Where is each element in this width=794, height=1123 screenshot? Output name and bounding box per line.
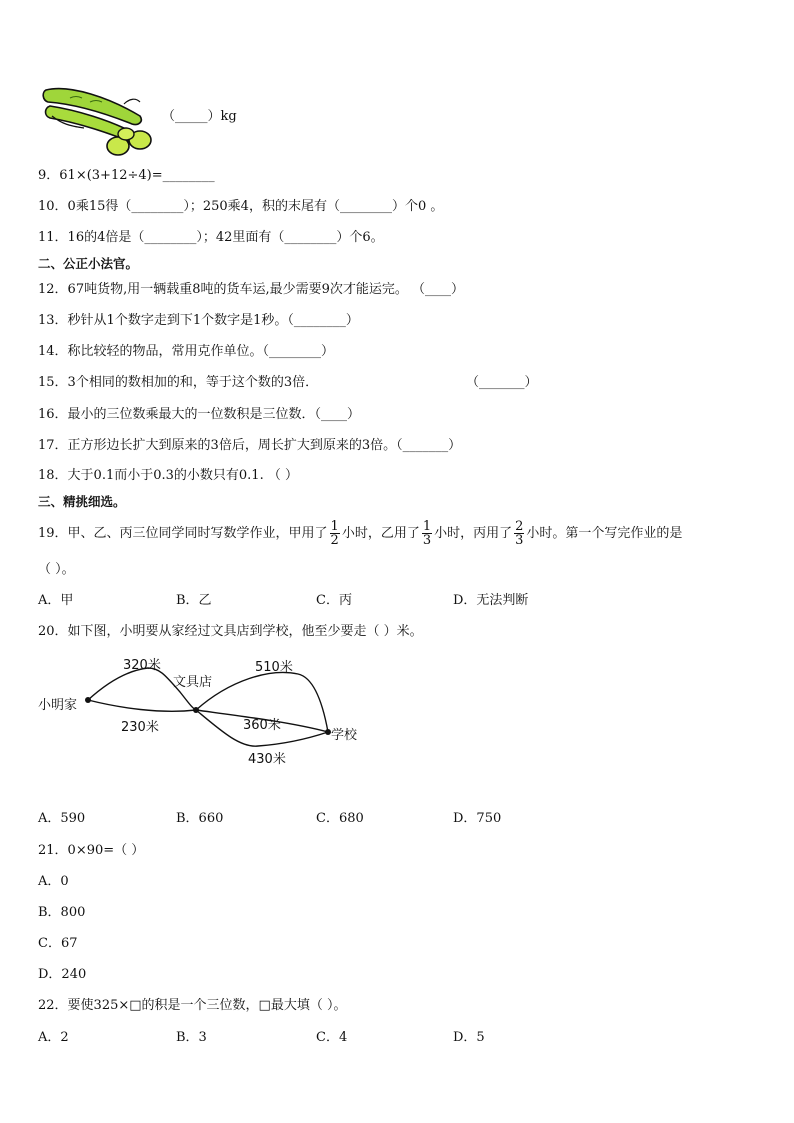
question-21: 21．0×90=（ ） [38,843,145,858]
question-13: 13．秒针从1个数字走到下1个数字是1秒。（________） [38,313,359,328]
fraction-denominator: 3 [422,533,432,548]
distance-510: 510米 [255,660,293,675]
distance-230: 230米 [121,720,159,735]
q21-option-d[interactable]: D．240 [38,967,87,982]
question-14: 14．称比较轻的物品，常用克作单位。（________） [38,344,335,359]
question-19 [38,516,682,552]
q19-answer-paren: （ ）。 [38,562,75,577]
fraction-numerator: 1 [422,519,432,534]
distance-320: 320米 [123,658,161,673]
school-label: 学校 [331,728,358,743]
fraction-numerator: 1 [330,519,339,534]
q19-option-d[interactable]: D．无法判断 [453,593,529,608]
section-3-heading: 三、精挑细选。 [38,494,126,509]
q20-option-c[interactable]: C．680 [316,811,364,826]
fraction-third [422,520,432,547]
distance-430: 430米 [248,752,286,767]
store-label: 文具店 [173,675,213,690]
fraction-denominator: 2 [330,533,339,548]
fraction-half [330,520,340,547]
question-10: 10．0乘15得（________）；250乘4，积的末尾有（________）个0 。 [38,199,444,214]
distance-360: 360米 [243,718,281,733]
q20-option-b[interactable]: B．660 [176,811,224,826]
q21-option-b[interactable]: B．800 [38,905,86,920]
q21-option-a[interactable]: A．0 [38,874,69,889]
home-label: 小明家 [38,698,78,713]
q19-option-c[interactable]: C．丙 [316,593,352,608]
q19-text-1: 19．甲、乙、丙三位同学同时写数学作业，甲用了 [38,526,328,541]
fraction-two-thirds [514,520,524,547]
q21-option-c[interactable]: C．67 [38,936,78,951]
q8-answer-blank: （_____）kg [162,109,237,124]
question-20: 20．如下图，小明要从家经过文具店到学校，他至少要走（ ）米。 [38,624,423,639]
fraction-denominator: 3 [515,533,524,548]
q19-option-a[interactable]: A．甲 [38,593,74,608]
question-18: 18．大于0.1而小于0.3的小数只有0.1. （ ） [38,468,298,483]
q20-option-a[interactable]: A．590 [38,811,86,826]
q22-option-b[interactable]: B．3 [176,1030,207,1045]
question-11: 11．16的4倍是（________）；42里面有（________）个6。 [38,230,384,245]
q22-option-a[interactable]: A．2 [38,1030,69,1045]
question-17: 17．正方形边长扩大到原来的3倍后，周长扩大到原来的3倍。（_______） [38,438,462,453]
section-2-heading: 二、公正小法官。 [38,256,139,271]
q19-text-2: 小时，乙用了 [341,526,420,541]
question-22: 22．要使325×□的积是一个三位数，□最大填（ ）。 [38,998,347,1013]
question-15-blank: （_______） [466,375,538,390]
fraction-numerator: 2 [515,519,524,534]
question-16: 16．最小的三位数乘最大的一位数积是三位数．（____） [38,407,361,422]
q19-text-4: 小时。第一个写完作业的是 [526,526,683,541]
q22-option-c[interactable]: C．4 [316,1030,348,1045]
pea-pod-image [40,80,160,162]
question-15: 15．3个相同的数相加的和，等于这个数的3倍． [38,375,319,390]
route-diagram [30,650,370,770]
question-9: 9．61×(3+12÷4)=________ [38,168,215,183]
q19-option-b[interactable]: B．乙 [176,593,212,608]
q20-option-d[interactable]: D．750 [453,811,502,826]
q19-text-3: 小时，丙用了 [434,526,513,541]
q22-option-d[interactable]: D．5 [453,1030,485,1045]
question-12: 12．67吨货物,用一辆载重8吨的货车运,最少需要9次才能运完。 （____） [38,282,465,297]
